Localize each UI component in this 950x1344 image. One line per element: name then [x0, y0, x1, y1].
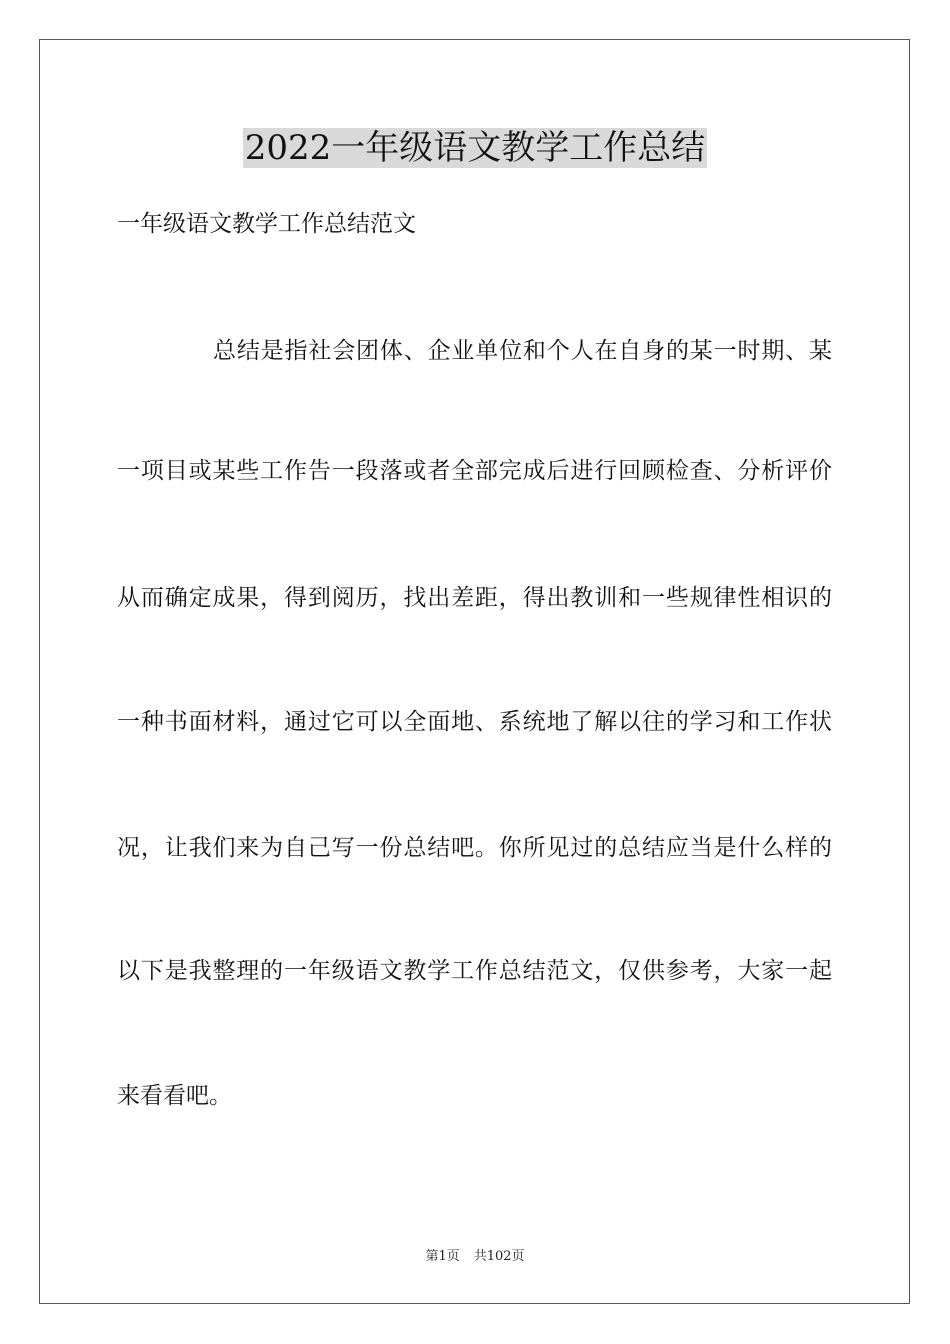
paragraph-line: 一种书面材料，通过它可以全面地、系统地了解以往的学习和工作状 [117, 709, 832, 735]
paragraph-line: 来看看吧。 [117, 1083, 232, 1109]
paragraph-line: 从而确定成果，得到阅历，找出差距，得出教训和一些规律性相识的 [117, 585, 832, 611]
paragraph-line: 总结是指社会团体、企业单位和个人在自身的某一时期、某 [213, 338, 832, 364]
paragraph-line: 以下是我整理的一年级语文教学工作总结范文，仅供参考，大家一起 [117, 958, 832, 984]
page-number-current: 第1页 [425, 1249, 460, 1264]
paragraph-line: 一项目或某些工作告一段落或者全部完成后进行回顾检查、分析评价 [117, 458, 832, 484]
document-subtitle: 一年级语文教学工作总结范文 [117, 211, 416, 237]
page-footer [0, 1248, 950, 1266]
page-number-total: 共102页 [473, 1249, 525, 1264]
paragraph-line: 况，让我们来为自己写一份总结吧。你所见过的总结应当是什么样的 [117, 835, 832, 861]
document-title-text: 2022一年级语文教学工作总结 [244, 128, 706, 168]
document-title [0, 126, 950, 170]
